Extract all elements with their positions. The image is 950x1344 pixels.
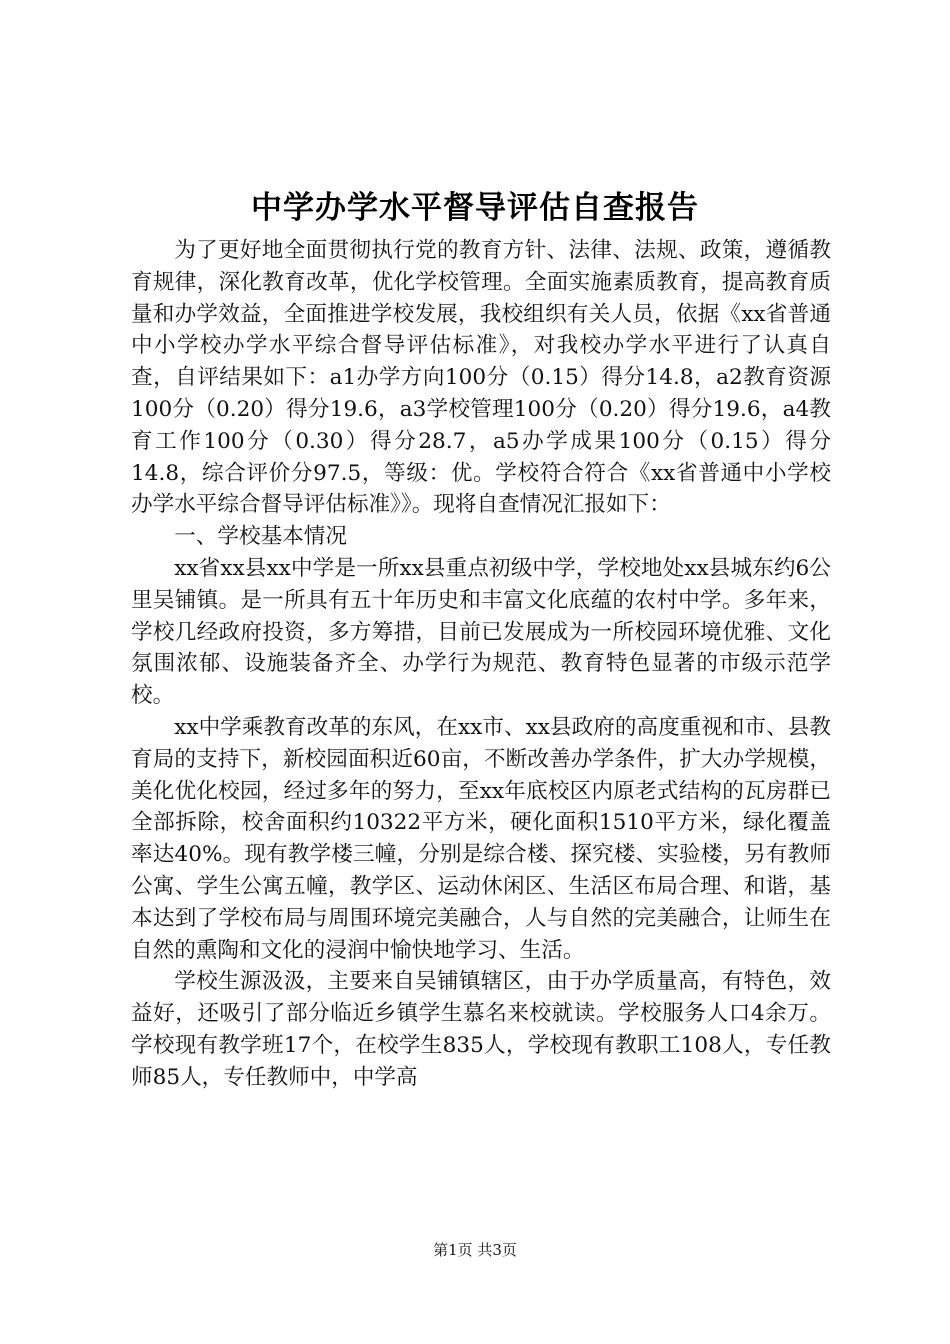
page-number-footer: 第1页 共3页: [433, 1241, 517, 1259]
paragraph-intro: 为了更好地全面贯彻执行党的教育方针、法律、法规、政策，遵循教育规律，深化教育改革，优化学校管理。全面实施素质教育，提高教育质量和办学效益，全面推进学校发展，我校组织有关人员，依据《xx省普通中小学校办学水平综合督导评估标准》，对我校办学水平进行了认真自查，自评结果如下：a1办学方向100分（0.15）得分14.8，a2教育资源100分（0.20）得分19.6，a3学校管理100分（0.20）得分19.6，a4教育工作100分（0.30）得分28.7，a5办学成果100分（0.15）得分14.8，综合评价分97.5，等级：优。学校符合符合《xx省普通中小学校办学水平综合督导评估标准》》。现将自查情况汇报如下：: [131, 238, 831, 518]
document-body: [131, 235, 831, 1094]
document-title: 中学办学水平督导评估自查报告: [251, 190, 699, 226]
paragraph-school-overview: xx省xx县xx中学是一所xx县重点初级中学，学校地处xx县城东约6公里吴铺镇。是一所具有五十年历史和丰富文化底蕴的农村中学。多年来，学校几经政府投资，多方筹措，目前已发展成为一所校园环境优雅、文化氛围浓郁、设施装备齐全、办学行为规范、教育特色显著的市级示范学校。: [131, 555, 831, 709]
paragraph-student-source: 学校生源汲汲，主要来自吴铺镇辖区，由于办学质量高，有特色，效益好，还吸引了部分临近乡镇学生慕名来校就读。学校服务人口4余万。学校现有教学班17个，在校学生835人，学校现有教职工108人，专任教师85人，专任教师中，中学高: [131, 969, 831, 1090]
section-heading-basic-info: 一、学校基本情况: [174, 524, 347, 550]
paragraph-campus-development: xx中学乘教育改革的东风，在xx市、xx县政府的高度重视和市、县教育局的支持下，新校园面积近60亩，不断改善办学条件，扩大办学规模，美化优化校园，经过多年的努力，至xx年底校区内原老式结构的瓦房群已全部拆除，校舍面积约10322平方米，硬化面积1510平方米，绿化覆盖率达40%。现有教学楼三幢，分别是综合楼、探究楼、实验楼，另有教师公寓、学生公寓五幢，教学区、运动休闲区、生活区布局合理、和谐，基本达到了学校布局与周围环境完美融合，人与自然的完美融合，让师生在自然的熏陶和文化的浸润中愉快地学习、生活。: [131, 714, 831, 963]
